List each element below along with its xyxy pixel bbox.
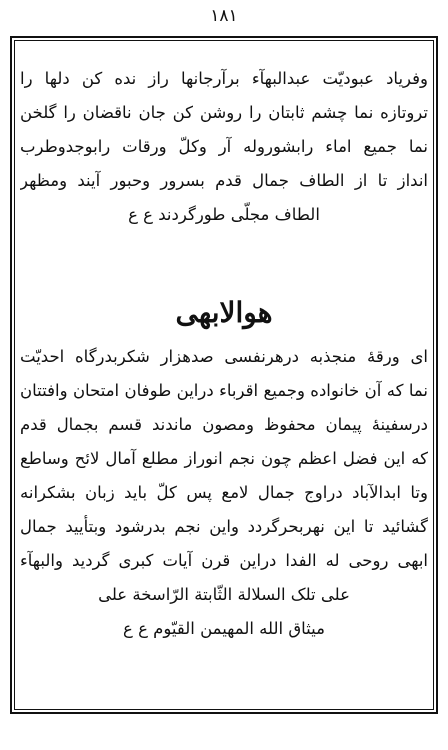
paragraph-tablet [20,340,428,646]
text-line: وفریاد عبودیّت عبدالبهآء برآرجانها راز نده کن دلها را [20,69,428,88]
text-line: علی تلک السلالة الثّابتة الرّاسخة علی [98,585,350,604]
section-heading: هوالابهی [175,296,273,329]
text-line-signature: میثاق الله المهیمن القیّوم ع ع [123,619,325,638]
text-line: ابهی روحی له الفدا دراین قرن آیات کبری گردید والبهآء [20,551,428,570]
text-line: درسفینهٔ پیمان محفوظ ومصون ماندند قسم بجمال قدم [20,415,428,434]
page-number: ۱۸۱ [210,6,238,26]
text-line: وتا ابدالآباد دراوج جمال لامع پس کلّ باید زبان بشکرانه [20,483,428,502]
text-line: ای ورقهٔ منجذبه درهرنفسی صدهزار شکربدرگاه احدیّت [20,347,428,366]
text-line: نما جمیع اماء رابشوروله آر وکلّ ورقات رابوجدوطرب [20,137,428,156]
text-line: تروتازه نما چشم ثابتان را روشن کن جان ناقضان را گلخن [20,103,428,122]
text-line: انداز تا از الطاف جمال قدم بسرور وحبور آیند ومظهر [20,171,428,190]
text-line: نما که آن خانواده وجمیع اقرباء دراین طوفان امتحان وافتتان [20,381,428,400]
text-line-signature: الطاف مجلّی طورگردند ع ع [128,205,320,224]
paragraph-opening [20,62,428,232]
text-line: گشائید تا این نهربحرگردد واین نجم بدرشود وبتأیید جمال [20,517,428,536]
text-line: که این فضل اعظم چون نجم انوراز مطلع آمال لائح وساطع [20,449,428,468]
